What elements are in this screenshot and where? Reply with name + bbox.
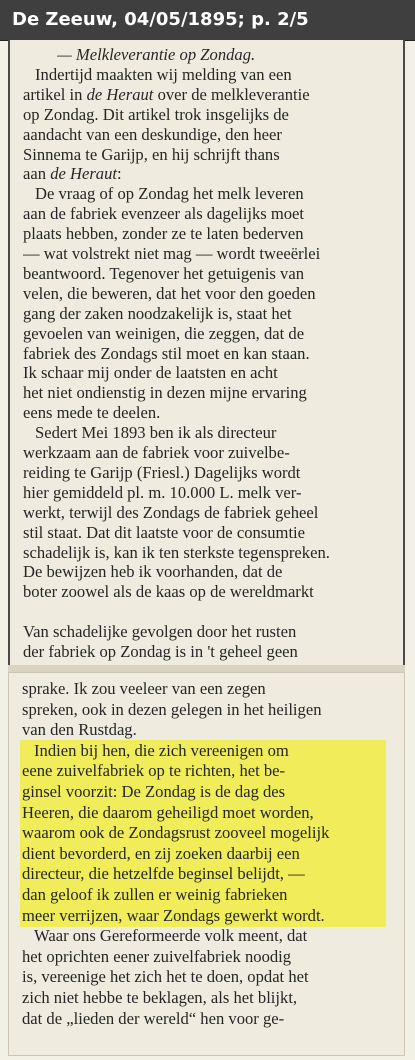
text-line: het oprichten eener zuivelfabriek noodig (22, 946, 292, 966)
text-line: aandacht van een deskundige, den heer (23, 124, 282, 144)
text-line: reiding te Garijp (Friesl.) Dagelijks wordt (23, 462, 301, 482)
text-line: artikel in de Heraut over de melkleverantie (23, 84, 310, 104)
clipping-2-text (8, 672, 405, 1056)
newspaper-clipping-1 (8, 40, 405, 665)
italic-title: de Heraut (86, 84, 154, 104)
text-line: sprake. Ik zou veeleer van een zegen (22, 679, 266, 698)
text-line: eene zuivelfabriek op te richten, het be- (22, 761, 286, 781)
text-line: gevoelen van weinigen, die zeggen, dat de (23, 323, 305, 343)
text-line: boter zoowel als de kaas op de wereldmarkt (23, 582, 314, 602)
text-line: der fabriek op Zondag is in 't geheel geen (23, 642, 298, 661)
text-line: Sedert Mei 1893 ben ik als directeur (35, 423, 277, 443)
text-line: dient bevorderd, en zij zoeken daarbij een (22, 843, 300, 863)
text-line: spreken, ook in dezen gelegen in het heiligen (22, 699, 322, 719)
text-line: meer verrijzen, waar Zondags gewerkt wordt. (22, 905, 325, 925)
text-line: aan de fabriek evenzeer als dagelijks moet (23, 204, 305, 224)
text-line: werkzaam aan de fabriek voor zuivelbe- (23, 443, 290, 462)
text-line: plaats hebben, zonder ze te laten bederven (23, 224, 304, 244)
text-line: schadelijk is, kan ik ten sterkste tegenspreken. (23, 542, 330, 562)
text-line: Heeren, die daarom geheiligd moet worden, (22, 802, 314, 822)
text-line: dat de „lieden der wereld“ hen voor ge- (22, 1008, 285, 1028)
text-line: beantwoord. Tegenover het getuigenis van (23, 263, 304, 283)
text-line: De vraag of op Zondag het melk leveren (35, 184, 304, 204)
text-line: werkt, terwijl des Zondags de fabriek geheel (23, 502, 319, 522)
text-line: directeur, die hetzelfde beginsel belijdt, — (22, 864, 305, 884)
column-border-right (403, 40, 405, 665)
text-line: zich niet hebbe te beklagen, als het blijkt, (22, 988, 298, 1007)
text-line: hier gemiddeld pl. m. 10.000 L. melk ver- (23, 482, 302, 502)
italic-title: de Heraut (50, 164, 118, 184)
source-title: De Zeeuw, 04/05/1895; p. 2/5 (12, 9, 309, 30)
text-line: waarom ook de Zondagsrust zooveel mogelijk (22, 823, 330, 843)
text-line: ginsel voorzit: De Zondag is de dag des (22, 782, 286, 801)
text-line: Waar ons Gereformeerde volk meent, dat (34, 926, 308, 946)
clipping-separator (8, 665, 405, 672)
text-line: fabriek des Zondags stil moet en kan staan. (23, 343, 310, 363)
header-bar (0, 0, 415, 41)
text-line: dan geloof ik zullen er weinig fabrieken (22, 885, 288, 904)
text-line: Sinnema te Garijp, en hij schrijft thans (23, 144, 280, 164)
article-heading: — Melkleverantie op Zondag. (57, 45, 256, 64)
text-line: Van schadelijke gevolgen door het rusten (23, 622, 297, 642)
text-line: stil staat. Dat dit laatste voor de consumtie (23, 522, 306, 542)
text-line: velen, die beweren, dat het voor den goeden (23, 283, 316, 303)
text-line: van den Rustdag. (22, 720, 137, 740)
column-border-left (8, 40, 10, 665)
text-line: op Zondag. Dit artikel trok insgelijks de (23, 104, 289, 124)
text-line: het niet ondienstig in dezen mijne ervaring (23, 383, 307, 403)
text-line: Ik schaar mij onder de laatsten en acht (23, 363, 278, 383)
text-line: eens mede te deelen. (23, 403, 161, 423)
text-line: is, vereenige het zich het te doen, opdat het (22, 967, 309, 987)
text-line: aan de Heraut: (23, 164, 122, 184)
text-line: gang der zaken noodzakelijk is, staat het (23, 303, 292, 323)
text-line: De bewijzen heb ik voorhanden, dat de (23, 562, 283, 582)
text-line: Indertijd maakten wij melding van een (35, 64, 292, 84)
text-line: Indien bij hen, die zich vereenigen om (34, 740, 289, 760)
text-line: — wat volstrekt niet mag — wordt tweeërlei (23, 244, 321, 263)
